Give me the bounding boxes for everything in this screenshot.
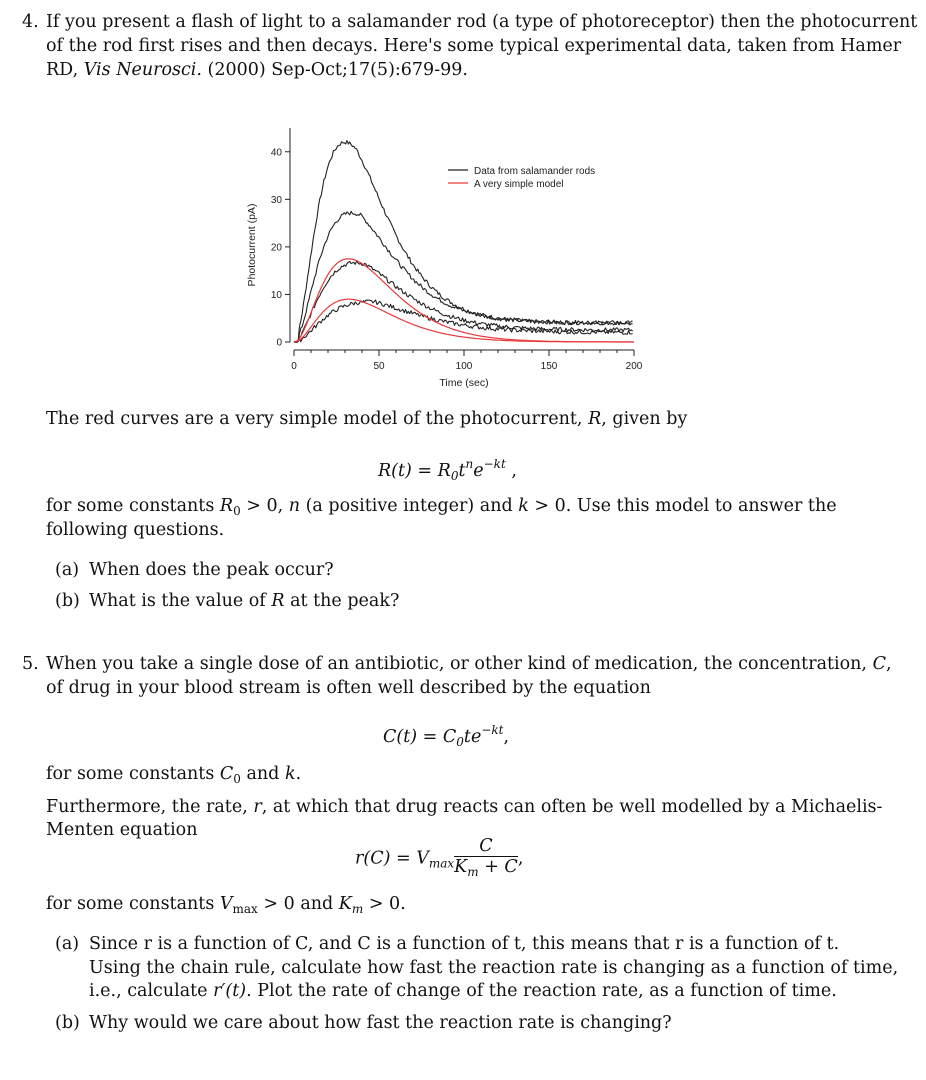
- q4-line-1: If you present a flash of light to a salamander rod (a type of photoreceptor) then the photocurrent: [46, 12, 918, 32]
- x-tick-label: 200: [625, 361, 643, 372]
- constants-line-2: following questions.: [46, 520, 225, 540]
- legend-label: A very simple model: [474, 179, 564, 190]
- q4-part-b-label: (b): [55, 591, 80, 611]
- concentration-equation: $C(t) = C_0te^{-kt}$,: [383, 723, 510, 749]
- q4-number: 4.: [22, 12, 39, 32]
- x-tick-label: 50: [373, 361, 385, 372]
- q4-citation: RD, Vis Neurosci. (2000) Sep-Oct;17(5):679-99.: [46, 60, 468, 80]
- q4-part-a-label: (a): [55, 560, 80, 580]
- y-tick-label: 0: [276, 337, 282, 349]
- michaelis-menten-equation: $r(C) = V_{max}$ $\frac{C}{K_m + C}$ ,: [355, 836, 524, 879]
- rate-line-1: Furthermore, the rate, r, at which that drug reacts can often be well modelled by a Michaelis-: [46, 797, 883, 817]
- model-intro: The red curves are a very simple model of the photocurrent, R, given by: [46, 409, 688, 429]
- q5-part-a-line-3: i.e., calculate r′(t). Plot the rate of change of the reaction rate, as a function of time.: [89, 981, 837, 1001]
- constants-line-1: for some constants $R_0 > 0$, n (a positive integer) and k > 0. Use this model to answer the: [46, 496, 837, 518]
- q4-part-a-text: When does the peak occur?: [89, 560, 334, 580]
- q5-part-b-text: Why would we care about how fast the reaction rate is changing?: [89, 1013, 672, 1033]
- y-tick-label: 20: [270, 242, 282, 254]
- x-tick-label: 0: [291, 361, 297, 372]
- q5-constants-1: for some constants $C_0$ and k.: [46, 764, 302, 786]
- photocurrent-chart: [238, 118, 658, 398]
- y-tick-label: 30: [270, 194, 282, 206]
- q5-part-a-line-1: Since r is a function of C, and C is a function of t, this means that r is a function of t.: [89, 934, 840, 954]
- model-curve: [294, 259, 634, 342]
- data-curve: [294, 211, 633, 342]
- x-tick-label: 100: [455, 361, 473, 372]
- q5-constants-2: for some constants $V_{max} > 0$ and $K_m > 0$.: [46, 894, 406, 916]
- legend-label: Data from salamander rods: [474, 166, 596, 177]
- model-equation: $R(t) = R_0t^ne^{-kt}$ ,: [378, 457, 517, 483]
- q4-part-b-text: What is the value of R at the peak?: [89, 591, 400, 611]
- data-curve: [294, 261, 633, 342]
- rate-line-2: Menten equation: [46, 820, 198, 840]
- q4-line-2: of the rod first rises and then decays. Here's some typical experimental data, taken from Hamer: [46, 36, 902, 56]
- q5-part-b-label: (b): [55, 1013, 80, 1033]
- x-axis-label: Time (sec): [439, 377, 489, 389]
- q5-line-2: of drug in your blood stream is often well described by the equation: [46, 678, 651, 698]
- x-tick-label: 150: [540, 361, 558, 372]
- q5-part-a-label: (a): [55, 934, 80, 954]
- y-tick-label: 40: [270, 147, 282, 159]
- y-axis-label: Photocurrent (pA): [246, 203, 258, 287]
- q5-line-1: When you take a single dose of an antibiotic, or other kind of medication, the concentration, C,: [46, 654, 892, 674]
- y-tick-label: 10: [270, 289, 282, 301]
- q5-part-a-line-2: Using the chain rule, calculate how fast the reaction rate is changing as a function of time,: [89, 958, 899, 978]
- q5-number: 5.: [22, 654, 39, 674]
